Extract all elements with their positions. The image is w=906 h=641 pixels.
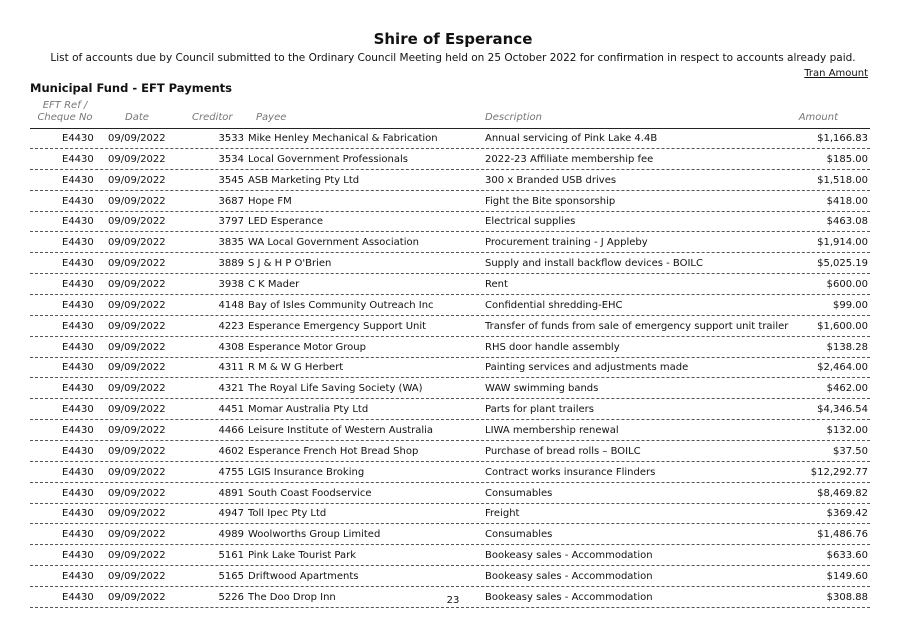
cell-payee: LGIS Insurance Broking	[248, 466, 365, 478]
cell-creditor: 3938	[218, 279, 244, 291]
cell-amount: $99.00	[833, 299, 868, 311]
cell-payee: R M & W G Herbert	[248, 362, 344, 374]
cell-eft-ref: E4430	[62, 362, 94, 374]
table-row	[30, 525, 870, 545]
cell-eft-ref: E4430	[62, 550, 94, 562]
cell-creditor: 4321	[218, 383, 244, 395]
cell-eft-ref: E4430	[62, 529, 94, 541]
cell-description: Purchase of bread rolls – BOILC	[485, 445, 641, 457]
cell-amount: $185.00	[826, 153, 868, 165]
cell-date: 09/09/2022	[108, 341, 166, 353]
cell-description: Annual servicing of Pink Lake 4.4B	[485, 133, 658, 144]
cell-creditor: 4311	[218, 362, 244, 374]
cell-creditor: 5165	[218, 571, 244, 583]
cell-amount: $12,292.77	[810, 466, 868, 478]
cell-date: 09/09/2022	[108, 195, 166, 207]
cell-amount: $463.08	[826, 216, 868, 228]
cell-date: 09/09/2022	[108, 320, 166, 332]
section-title: Municipal Fund - EFT Payments	[30, 81, 233, 95]
header-creditor: Creditor	[192, 112, 233, 123]
cell-amount: $462.00	[826, 383, 868, 395]
cell-eft-ref: E4430	[62, 571, 94, 583]
cell-amount: $132.00	[826, 425, 868, 437]
cell-description: Parts for plant trailers	[485, 404, 594, 416]
table-row	[30, 317, 870, 337]
cell-date: 09/09/2022	[108, 299, 166, 311]
cell-creditor: 3533	[218, 133, 244, 144]
cell-creditor: 4947	[218, 508, 244, 520]
page-title: Shire of Esperance	[373, 30, 533, 48]
header-payee: Payee	[256, 112, 287, 123]
table-row	[30, 358, 870, 378]
cell-creditor: 3797	[218, 216, 244, 228]
cell-date: 09/09/2022	[108, 508, 166, 520]
cell-date: 09/09/2022	[108, 529, 166, 541]
cell-payee: Bay of Isles Community Outreach Inc	[248, 299, 434, 311]
cell-eft-ref: E4430	[62, 445, 94, 457]
cell-creditor: 4148	[218, 299, 244, 311]
cell-creditor: 3889	[218, 258, 244, 270]
cell-eft-ref: E4430	[62, 279, 94, 291]
table-row	[30, 546, 870, 566]
cell-eft-ref: E4430	[62, 216, 94, 228]
cell-date: 09/09/2022	[108, 466, 166, 478]
cell-description: 300 x Branded USB drives	[485, 174, 617, 186]
cell-eft-ref: E4430	[62, 174, 94, 186]
payments-table	[30, 129, 870, 609]
cell-creditor: 4451	[218, 404, 244, 416]
table-row	[30, 504, 870, 524]
cell-creditor: 5226	[218, 591, 244, 603]
cell-date: 09/09/2022	[108, 445, 166, 457]
cell-payee: Driftwood Apartments	[248, 571, 359, 583]
cell-amount: $4,346.54	[817, 404, 868, 416]
table-row	[30, 338, 870, 358]
cell-eft-ref: E4430	[62, 133, 94, 144]
cell-payee: Esperance French Hot Bread Shop	[248, 445, 419, 457]
cell-creditor: 3534	[218, 153, 244, 165]
cell-eft-ref: E4430	[62, 299, 94, 311]
cell-date: 09/09/2022	[108, 133, 166, 144]
cell-description: Procurement training - J Appleby	[485, 237, 648, 249]
cell-amount: $1,914.00	[817, 237, 868, 249]
cell-date: 09/09/2022	[108, 571, 166, 583]
page-number: 23	[446, 595, 460, 606]
cell-creditor: 4755	[218, 466, 244, 478]
cell-description: Freight	[485, 508, 520, 520]
cell-creditor: 5161	[218, 550, 244, 562]
cell-date: 09/09/2022	[108, 216, 166, 228]
cell-date: 09/09/2022	[108, 550, 166, 562]
table-row	[30, 463, 870, 483]
cell-eft-ref: E4430	[62, 425, 94, 437]
table-row	[30, 567, 870, 587]
cell-eft-ref: E4430	[62, 341, 94, 353]
cell-amount: $1,600.00	[817, 320, 868, 332]
tran-amount-label: Tran Amount	[804, 68, 868, 79]
cell-creditor: 4308	[218, 341, 244, 353]
cell-creditor: 4989	[218, 529, 244, 541]
cell-payee: ASB Marketing Pty Ltd	[248, 174, 360, 186]
cell-payee: LED Esperance	[248, 216, 324, 228]
cell-eft-ref: E4430	[62, 487, 94, 499]
cell-eft-ref: E4430	[62, 320, 94, 332]
cell-date: 09/09/2022	[108, 279, 166, 291]
table-row	[30, 400, 870, 420]
cell-amount: $418.00	[826, 195, 868, 207]
cell-amount: $138.28	[826, 341, 868, 353]
header-eft-ref-line1: EFT Ref /	[42, 100, 88, 111]
cell-creditor: 3687	[218, 195, 244, 207]
cell-eft-ref: E4430	[62, 153, 94, 165]
cell-date: 09/09/2022	[108, 237, 166, 249]
cell-payee: S J & H P O'Brien	[248, 258, 332, 270]
cell-amount: $5,025.19	[817, 258, 868, 270]
cell-payee: Mike Henley Mechanical & Fabrication	[248, 133, 438, 144]
cell-description: Contract works insurance Flinders	[485, 466, 656, 478]
cell-eft-ref: E4430	[62, 237, 94, 249]
header-amount: Amount	[798, 112, 838, 123]
cell-date: 09/09/2022	[108, 591, 166, 603]
cell-amount: $37.50	[833, 445, 868, 457]
table-row	[30, 421, 870, 441]
cell-creditor: 4602	[218, 445, 244, 457]
header-date: Date	[125, 112, 149, 123]
cell-eft-ref: E4430	[62, 383, 94, 395]
cell-date: 09/09/2022	[108, 383, 166, 395]
cell-description: Consumables	[485, 529, 553, 541]
cell-date: 09/09/2022	[108, 404, 166, 416]
table-row	[30, 171, 870, 191]
cell-amount: $633.60	[826, 550, 868, 562]
cell-payee: Esperance Motor Group	[248, 341, 366, 353]
cell-payee: Hope FM	[248, 195, 292, 207]
table-row	[30, 254, 870, 274]
cell-date: 09/09/2022	[108, 153, 166, 165]
cell-amount: $8,469.82	[817, 487, 868, 499]
cell-eft-ref: E4430	[62, 466, 94, 478]
cell-date: 09/09/2022	[108, 258, 166, 270]
table-row	[30, 442, 870, 462]
cell-amount: $2,464.00	[817, 362, 868, 374]
cell-description: Transfer of funds from sale of emergency support unit trailer	[485, 320, 789, 332]
table-row	[30, 233, 870, 253]
table-row	[30, 129, 870, 149]
cell-payee: The Royal Life Saving Society (WA)	[248, 383, 423, 395]
cell-payee: Local Government Professionals	[248, 153, 408, 165]
cell-description: Bookeasy sales - Accommodation	[485, 571, 653, 583]
cell-payee: South Coast Foodservice	[248, 487, 372, 499]
cell-payee: Toll Ipec Pty Ltd	[248, 508, 327, 520]
cell-description: LIWA membership renewal	[485, 425, 619, 437]
cell-amount: $369.42	[826, 508, 868, 520]
cell-payee: Woolworths Group Limited	[248, 529, 381, 541]
cell-creditor: 3835	[218, 237, 244, 249]
cell-creditor: 4891	[218, 487, 244, 499]
cell-payee: Pink Lake Tourist Park	[248, 550, 357, 562]
header-eft-ref-line2: Cheque No	[37, 112, 93, 123]
cell-date: 09/09/2022	[108, 362, 166, 374]
cell-creditor: 4466	[218, 425, 244, 437]
table-header	[30, 98, 870, 129]
cell-amount: $600.00	[826, 279, 868, 291]
cell-description: Electrical supplies	[485, 216, 576, 228]
cell-payee: The Doo Drop Inn	[248, 591, 336, 603]
cell-description: Bookeasy sales - Accommodation	[485, 591, 653, 603]
cell-eft-ref: E4430	[62, 404, 94, 416]
cell-payee: Leisure Institute of Western Australia	[248, 425, 434, 437]
cell-description: 2022-23 Affiliate membership fee	[485, 153, 654, 165]
cell-description: WAW swimming bands	[485, 383, 599, 395]
table-row	[30, 275, 870, 295]
cell-description: Bookeasy sales - Accommodation	[485, 550, 653, 562]
cell-payee: WA Local Government Association	[248, 237, 419, 249]
cell-description: Supply and install backflow devices - BOILC	[485, 258, 703, 270]
cell-eft-ref: E4430	[62, 508, 94, 520]
cell-payee: C K Mader	[248, 279, 300, 291]
header-eft-ref	[35, 100, 95, 124]
table-row	[30, 150, 870, 170]
cell-description: Rent	[485, 279, 508, 291]
cell-description: Consumables	[485, 487, 553, 499]
header-description: Description	[485, 112, 542, 123]
cell-amount: $308.88	[826, 591, 868, 603]
cell-creditor: 3545	[218, 174, 244, 186]
cell-eft-ref: E4430	[62, 195, 94, 207]
page-subtitle: List of accounts due by Council submitted to the Ordinary Council Meeting held on 25 October 2022 for confirmation in respect to accounts already paid.	[50, 52, 856, 64]
cell-creditor: 4223	[218, 320, 244, 332]
table-row	[30, 212, 870, 232]
cell-amount: $1,166.83	[817, 133, 868, 144]
cell-date: 09/09/2022	[108, 487, 166, 499]
cell-description: Fight the Bite sponsorship	[485, 195, 616, 207]
cell-amount: $149.60	[826, 571, 868, 583]
cell-date: 09/09/2022	[108, 425, 166, 437]
cell-description: Painting services and adjustments made	[485, 362, 689, 374]
cell-eft-ref: E4430	[62, 258, 94, 270]
table-row	[30, 484, 870, 504]
cell-description: Confidential shredding-EHC	[485, 299, 623, 311]
table-row	[30, 296, 870, 316]
cell-amount: $1,486.76	[817, 529, 868, 541]
cell-eft-ref: E4430	[62, 591, 94, 603]
table-row	[30, 192, 870, 212]
cell-date: 09/09/2022	[108, 174, 166, 186]
cell-amount: $1,518.00	[817, 174, 868, 186]
cell-payee: Momar Australia Pty Ltd	[248, 404, 369, 416]
cell-description: RHS door handle assembly	[485, 341, 620, 353]
cell-payee: Esperance Emergency Support Unit	[248, 320, 427, 332]
table-row	[30, 379, 870, 399]
